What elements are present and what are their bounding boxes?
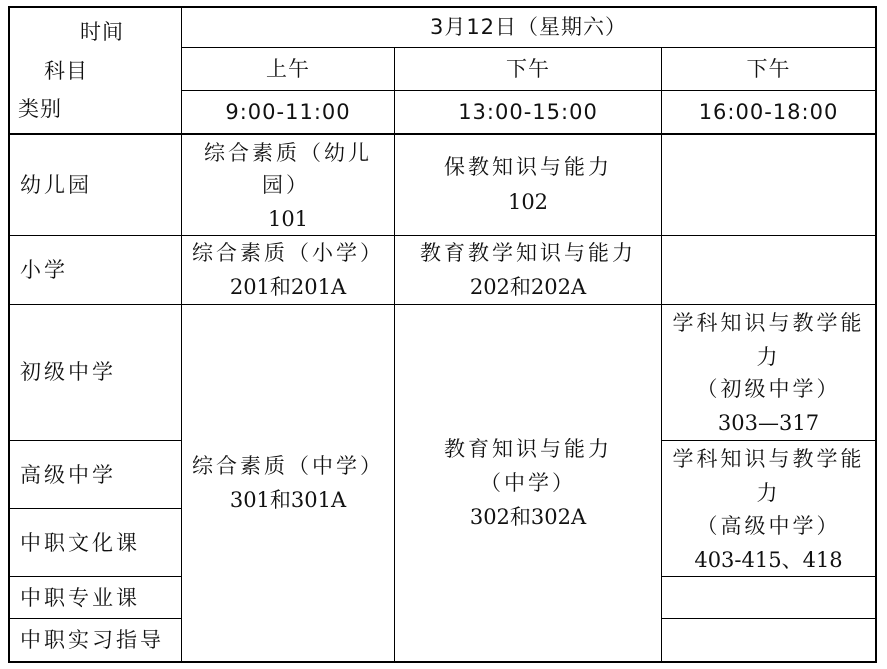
junior-session3-subject: 学科知识与教学能	[672, 311, 865, 335]
primary-session1-code: 201和201A	[229, 275, 347, 299]
category-vocational-major: 中职专业课	[20, 586, 140, 610]
rule	[8, 661, 876, 663]
session-time: 9:00-11:00	[225, 100, 351, 124]
rule	[8, 304, 876, 305]
rule	[8, 133, 876, 135]
category-primary: 小学	[20, 258, 68, 282]
primary-session2-code: 202和202A	[469, 275, 587, 299]
senior-session3-subject-cont: 力	[756, 481, 781, 505]
secondary-session2-subject-cont: （中学）	[480, 471, 576, 495]
kindergarten-session2-code: 102	[507, 190, 549, 214]
kindergarten-session1-subject-cont: 园）	[262, 173, 310, 197]
session-time: 16:00-18:00	[698, 100, 839, 124]
secondary-session1-subject: 综合素质（中学）	[192, 454, 384, 478]
category-senior-middle: 高级中学	[20, 463, 116, 487]
rule	[394, 47, 395, 663]
rule	[8, 6, 10, 663]
rule	[661, 618, 876, 619]
primary-session1-subject: 综合素质（小学）	[192, 241, 384, 265]
rule	[181, 47, 876, 48]
senior-session3-code: 403-415、418	[694, 548, 843, 572]
category-kindergarten: 幼儿园	[20, 173, 92, 197]
junior-session3-level: （初级中学）	[696, 377, 841, 401]
session-period: 上午	[266, 57, 310, 81]
rule	[8, 508, 182, 509]
kindergarten-session2-subject: 保教知识与能力	[444, 155, 612, 179]
corner-label-category: 类别	[18, 97, 62, 121]
junior-session3-subject-cont: 力	[756, 345, 781, 369]
corner-label-time: 时间	[80, 20, 124, 44]
category-vocational-practice: 中职实习指导	[20, 628, 164, 652]
session-period: 下午	[506, 57, 550, 81]
corner-label-subject: 科目	[44, 59, 88, 83]
secondary-session1-code: 301和301A	[229, 488, 347, 512]
rule	[875, 6, 877, 663]
kindergarten-session1-subject: 综合素质（幼儿	[204, 141, 372, 165]
rule	[8, 6, 876, 8]
rule	[181, 90, 876, 91]
exam-date: 3月12日（星期六）	[429, 15, 628, 39]
secondary-session2-subject: 教育知识与能力	[444, 437, 612, 461]
rule	[8, 440, 182, 441]
primary-session2-subject: 教育教学知识与能力	[420, 241, 636, 265]
rule	[661, 440, 876, 441]
senior-session3-subject: 学科知识与教学能	[672, 447, 865, 471]
junior-session3-code: 303—317	[717, 411, 820, 435]
kindergarten-session1-code: 101	[267, 207, 309, 231]
category-vocational-culture: 中职文化课	[20, 531, 140, 555]
session-time: 13:00-15:00	[458, 100, 598, 124]
senior-session3-level: （高级中学）	[696, 514, 841, 538]
category-junior-middle: 初级中学	[20, 360, 116, 384]
session-period: 下午	[746, 57, 791, 81]
rule	[8, 618, 182, 619]
rule	[8, 576, 182, 577]
secondary-session2-code: 302和302A	[469, 505, 587, 529]
